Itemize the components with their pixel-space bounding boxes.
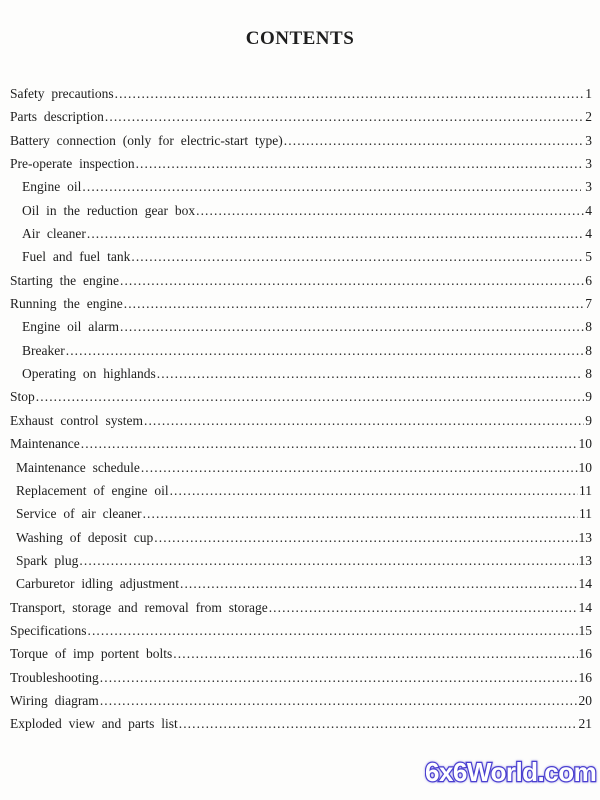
page-title: CONTENTS <box>245 28 355 49</box>
toc-entry-title: Replacement of engine oil <box>16 482 169 498</box>
toc-entry <box>10 600 592 623</box>
toc-entry-page: 3 <box>585 132 592 148</box>
toc-entry-title: Transport, storage and removal from storage <box>10 599 268 615</box>
toc-entry-title: Service of air cleaner <box>16 506 142 522</box>
toc-entry <box>10 226 592 249</box>
toc-entry-title: Parts description <box>10 109 104 125</box>
toc-entry-page: 9 <box>585 389 592 405</box>
toc-entry-page: 2 <box>585 109 592 125</box>
dot-leader <box>100 670 578 686</box>
toc-entry <box>10 623 592 646</box>
toc-entry-page: 16 <box>578 669 592 685</box>
toc-entry-title: Air cleaner <box>22 226 86 242</box>
toc-entry-title: Specifications <box>10 622 87 638</box>
toc-entry <box>10 530 592 553</box>
dot-leader <box>79 553 577 569</box>
dot-leader <box>170 483 578 499</box>
toc-entry <box>10 343 592 366</box>
toc-entry-title: Torque of imp portent bolts <box>10 646 173 662</box>
toc-entry-title: Pre-operate inspection <box>10 156 135 172</box>
toc-entry-title: Running the engine <box>10 296 123 312</box>
toc-entry-title: Maintenance <box>10 436 80 452</box>
toc-entry <box>10 366 592 389</box>
watermark <box>425 756 597 793</box>
toc-entry-page: 6 <box>585 272 592 288</box>
toc-entry-title: Spark plug <box>16 552 79 568</box>
dot-leader <box>66 343 585 359</box>
toc-entry-page: 5 <box>585 249 592 265</box>
toc-entry-title: Wiring diagram <box>10 692 99 708</box>
toc-entry <box>10 86 592 109</box>
toc-entry-page: 11 <box>579 482 592 498</box>
toc-entry-page: 10 <box>578 436 592 452</box>
toc-entry <box>10 319 592 342</box>
toc-entry-title: Engine oil alarm <box>22 319 119 335</box>
dot-leader <box>157 366 581 382</box>
toc-entry <box>10 506 592 529</box>
toc-entry-page: 13 <box>578 552 592 568</box>
toc-entry <box>10 483 592 506</box>
toc-entry-page: 1 <box>585 86 592 101</box>
dot-leader <box>36 389 584 405</box>
toc-entry-title: Troubleshooting <box>10 669 99 685</box>
toc-entry-title: Engine oil <box>22 179 82 195</box>
toc-entry-title: Breaker <box>22 342 65 358</box>
toc-entry <box>10 156 592 179</box>
watermark-text: 6x6World.com <box>425 757 597 787</box>
toc-entry-page: 7 <box>585 296 592 312</box>
toc-entry-page: 8 <box>585 319 592 335</box>
dot-leader <box>115 86 585 102</box>
toc-entry <box>10 436 592 459</box>
dot-leader <box>143 506 578 522</box>
toc-entry-page: 11 <box>579 506 592 522</box>
toc-entry <box>10 413 592 436</box>
toc-entry <box>10 693 592 716</box>
toc-entry-title: Exploded view and parts list <box>10 716 178 732</box>
toc-entry-page: 16 <box>578 646 592 662</box>
toc-list <box>10 86 592 740</box>
toc-entry-title: Operating on highlands <box>22 366 156 382</box>
dot-leader <box>87 226 584 242</box>
toc-entry-page: 21 <box>578 716 592 732</box>
toc-entry <box>10 296 592 319</box>
dot-leader <box>81 436 578 452</box>
dot-leader <box>141 460 578 476</box>
toc-entry-title: Battery connection (only for electric-start type) <box>10 132 283 148</box>
watermark-graphic <box>425 756 597 788</box>
toc-entry-title: Stop <box>10 389 35 405</box>
toc-entry-page: 4 <box>585 226 592 242</box>
toc-entry-page: 3 <box>585 156 592 172</box>
toc-entry-title: Exhaust control system <box>10 412 143 428</box>
dot-leader <box>87 623 577 639</box>
dot-leader <box>136 156 585 172</box>
dot-leader <box>180 576 578 592</box>
dot-leader <box>82 179 581 195</box>
toc-entry <box>10 646 592 669</box>
toc-entry-page: 8 <box>585 342 592 358</box>
toc-entry <box>10 576 592 599</box>
toc-entry <box>10 249 592 272</box>
toc-entry-title: Starting the engine <box>10 272 119 288</box>
toc-entry <box>10 109 592 132</box>
toc-entry-title: Maintenance schedule <box>16 459 140 475</box>
dot-leader <box>131 249 584 265</box>
toc-entry-page: 8 <box>581 366 592 382</box>
toc-entry-page: 20 <box>578 692 592 708</box>
dot-leader <box>154 530 577 546</box>
dot-leader <box>144 413 584 429</box>
toc-entry-title: Oil in the reduction gear box <box>22 202 196 218</box>
toc-entry-page: 14 <box>578 576 592 592</box>
toc-entry-title: Washing of deposit cup <box>16 529 154 545</box>
dot-leader <box>196 203 584 219</box>
toc-entry-page: 15 <box>578 622 592 638</box>
toc-entry-title: Safety precautions <box>10 86 114 101</box>
toc-entry <box>10 179 592 202</box>
toc-entry-page: 13 <box>578 529 592 545</box>
dot-leader <box>269 600 578 616</box>
dot-leader <box>179 716 578 732</box>
toc-entry-page: 14 <box>578 599 592 615</box>
toc-entry <box>10 203 592 226</box>
toc-entry-page: 3 <box>581 179 592 195</box>
dot-leader <box>120 273 584 289</box>
toc-entry <box>10 460 592 483</box>
toc-entry-page: 4 <box>585 202 592 218</box>
toc-entry-title: Carburetor idling adjustment <box>16 576 179 592</box>
toc-entry-title: Fuel and fuel tank <box>22 249 131 265</box>
toc-entry <box>10 553 592 576</box>
toc-entry <box>10 389 592 412</box>
dot-leader <box>173 646 577 662</box>
dot-leader <box>124 296 585 312</box>
dot-leader <box>105 109 584 125</box>
dot-leader <box>120 319 584 335</box>
toc-entry <box>10 133 592 156</box>
dot-leader <box>284 133 584 149</box>
toc-entry-page: 10 <box>578 459 592 475</box>
dot-leader <box>100 693 578 709</box>
toc-entry <box>10 670 592 693</box>
toc-entry <box>10 716 592 739</box>
toc-entry <box>10 273 592 296</box>
toc-entry-page: 9 <box>585 412 592 428</box>
